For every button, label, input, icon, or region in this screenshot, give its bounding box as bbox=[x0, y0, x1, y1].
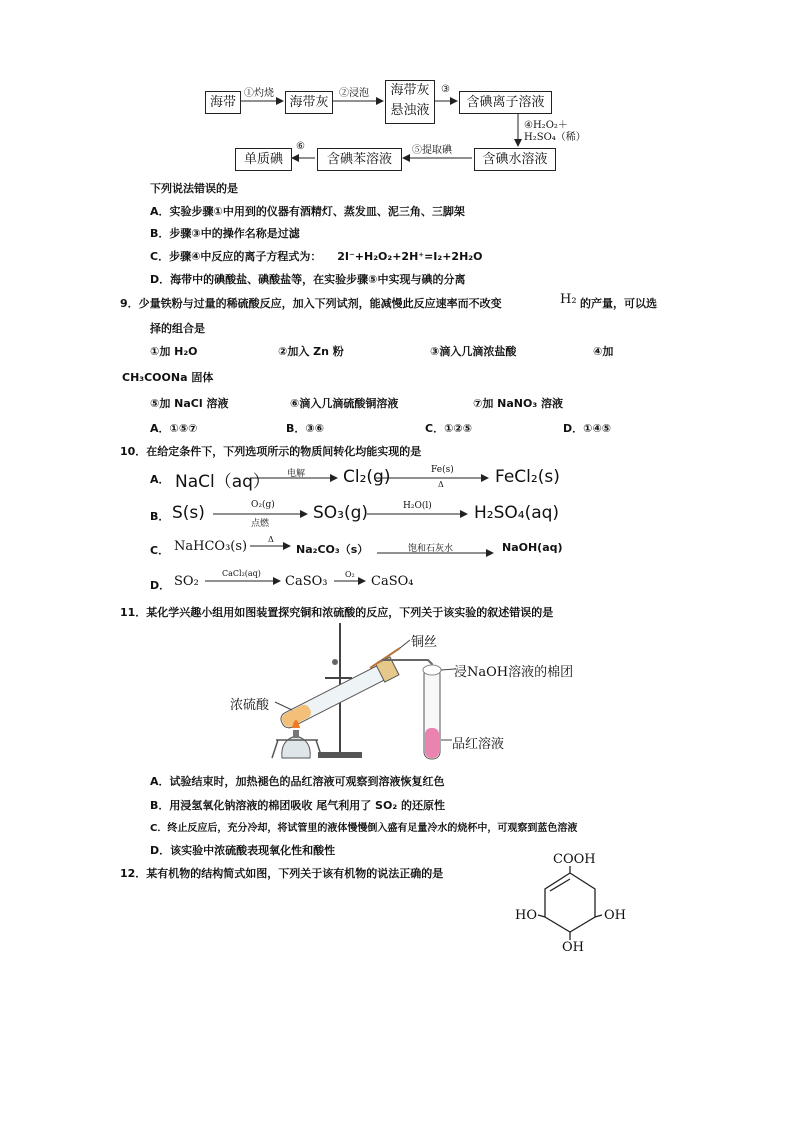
q10-b-reactant: S(s) bbox=[172, 503, 205, 523]
flow-box-suspension-line2: 悬浊液 bbox=[390, 103, 430, 118]
q10-b-label: B． bbox=[150, 510, 170, 523]
flow-box-iodine-benzene: 含碘苯溶液 bbox=[317, 148, 402, 171]
q8-option-d: D．海带中的碘酸盐、碘酸盐等，在实验步骤⑤中实现与碘的分离 bbox=[150, 273, 466, 286]
q10-stem: 10．在给定条件下，下列选项所示的物质间转化均能实现的是 bbox=[120, 445, 422, 458]
q10-a-arrow-2-label-bottom: Δ bbox=[438, 480, 444, 489]
q10-a-product: FeCl₂(s) bbox=[495, 467, 560, 487]
label-naoh-cotton: 浸NaOH溶液的棉团 bbox=[454, 665, 574, 680]
q10-c-product: NaOH(aq) bbox=[502, 541, 563, 554]
q10-b-intermediate: SO₃(g) bbox=[313, 503, 369, 523]
q9-option-b: B．③⑥ bbox=[286, 422, 325, 435]
oh-left-bond bbox=[538, 915, 545, 917]
q10-c-reactant: NaHCO₃(s) bbox=[174, 539, 248, 554]
q10-d-reactant: SO₂ bbox=[174, 574, 199, 589]
flow-arrow4-label-1: ④H₂O₂＋ bbox=[524, 120, 568, 131]
q9-stem-3: 择的组合是 bbox=[150, 322, 205, 335]
label-oh-left: HO bbox=[515, 908, 537, 923]
q10-a-arrow-2-label-top: Fe(s) bbox=[431, 465, 454, 475]
q8-option-b: B．步骤③中的操作名称是过滤 bbox=[150, 227, 300, 240]
q10-b-product: H₂SO₄(aq) bbox=[474, 503, 560, 523]
q9-item-7: ⑦加 NaNO₃ 溶液 bbox=[473, 397, 563, 410]
label-oh-right: OH bbox=[604, 908, 626, 923]
ring bbox=[545, 873, 595, 932]
q9-stem-1: 9．少量铁粉与过量的稀硫酸反应，加入下列试剂，能减慢此反应速率而不改变 bbox=[120, 297, 502, 310]
double-bond bbox=[550, 879, 570, 891]
q10-d-intermediate: CaSO₃ bbox=[285, 574, 328, 589]
q8-option-a: A．实验步骤①中用到的仪器有酒精灯、蒸发皿、泥三角、三脚架 bbox=[150, 205, 465, 218]
flow-arrow2-label: ②浸泡 bbox=[339, 88, 369, 99]
q10-d-label: D． bbox=[150, 579, 171, 592]
q8-option-c-text: C．步骤④中反应的离子方程式为： bbox=[150, 250, 322, 263]
q11-option-c: C．终止反应后，充分冷却，将试管里的液体慢慢倒入盛有足量冷水的烧杯中，可观察到蓝色溶液 bbox=[150, 823, 578, 834]
q9-option-c: C．①②⑤ bbox=[425, 422, 473, 435]
flow-arrow3-label: ③ bbox=[441, 84, 450, 95]
q9-item-3: ③滴入几滴浓盐酸 bbox=[430, 345, 517, 358]
q9-stem-2: 的产量，可以选 bbox=[580, 297, 657, 310]
q10-c-arrow-1-label: Δ bbox=[268, 535, 274, 544]
q12-stem: 12．某有机物的结构简式如图，下列关于该有机物的说法正确的是 bbox=[120, 867, 444, 880]
q9-item-1: ①加 H₂O bbox=[150, 345, 198, 358]
flow-box-kelp: 海带 bbox=[205, 91, 241, 114]
q10-a-reactant: NaCl（aq） bbox=[175, 472, 270, 492]
label-magenta-solution: 品红溶液 bbox=[452, 737, 505, 752]
flow-box-kelp-ash: 海带灰 bbox=[285, 91, 333, 114]
q11-stem: 11．某化学兴趣小组用如图装置探究铜和浓硫酸的反应，下列关于该实验的叙述错误的是 bbox=[120, 606, 554, 619]
q10-c-arrow-2-label: 饱和石灰水 bbox=[408, 544, 454, 554]
q10-a-arrow-1-label: 电解 bbox=[287, 469, 306, 479]
q11-option-b: B．用浸氢氧化钠溶液的棉团吸收 尾气利用了 SO₂ 的还原性 bbox=[150, 799, 445, 812]
oh-right-bond bbox=[595, 915, 602, 917]
q10-d-arrow-2-label: O₂ bbox=[345, 570, 355, 579]
q8-option-c-equation: 2I⁻+H₂O₂+2H⁺=I₂+2H₂O bbox=[337, 250, 483, 263]
label-oh-bottom: OH bbox=[562, 940, 584, 955]
q10-b-arrow-1-label-top: O₂(g) bbox=[251, 500, 275, 510]
q9-item-2: ②加入 Zn 粉 bbox=[278, 345, 344, 358]
q9-item-5: ⑤加 NaCl 溶液 bbox=[150, 397, 229, 410]
q10-a-intermediate: Cl₂(g) bbox=[343, 467, 391, 487]
label-cooh: COOH bbox=[553, 852, 596, 867]
label-copper-wire: 铜丝 bbox=[411, 635, 438, 650]
q10-d-product: CaSO₄ bbox=[371, 574, 414, 589]
q10-b-arrow-2-label: H₂O(l) bbox=[403, 501, 432, 511]
flow-box-iodide-solution: 含碘离子溶液 bbox=[459, 91, 552, 114]
q9-h2: H₂ bbox=[560, 292, 577, 307]
q11-option-a: A．试验结束时，加热褪色的品红溶液可观察到溶液恢复红色 bbox=[150, 775, 445, 788]
flow-arrow1-label: ①灼烧 bbox=[244, 88, 274, 99]
flow-arrow4-label-2: H₂SO₄（稀） bbox=[524, 132, 586, 143]
q10-d-arrow-1-label: CaCl₂(aq) bbox=[222, 569, 261, 578]
flow-box-iodine: 单质碘 bbox=[235, 148, 292, 171]
q9-item-6: ⑥滴入几滴硫酸铜溶液 bbox=[290, 397, 399, 410]
q9-item-4-continued: CH₃COONa 固体 bbox=[122, 371, 214, 384]
flow-arrow5-label: ⑤提取碘 bbox=[412, 145, 452, 156]
q10-c-intermediate: Na₂CO₃（s） bbox=[296, 543, 369, 556]
q9-option-a: A．①⑤⑦ bbox=[150, 422, 198, 435]
q9-option-d: D．①④⑤ bbox=[563, 422, 612, 435]
q10-b-arrow-1-label-bottom: 点燃 bbox=[251, 519, 270, 529]
q9-item-4: ④加 bbox=[593, 345, 614, 358]
q10-a-label: A． bbox=[150, 473, 170, 486]
q8-stem: 下列说法错误的是 bbox=[150, 182, 238, 195]
flow-box-iodine-water: 含碘水溶液 bbox=[474, 148, 556, 171]
q11-option-d: D．该实验中浓硫酸表现氧化性和酸性 bbox=[150, 844, 336, 857]
flow-box-suspension-line1: 海带灰 bbox=[390, 83, 430, 98]
q10-c-label: C． bbox=[150, 544, 170, 557]
flow-arrow6-label: ⑥ bbox=[296, 141, 305, 152]
label-conc-sulfuric-acid: 浓硫酸 bbox=[230, 698, 270, 713]
